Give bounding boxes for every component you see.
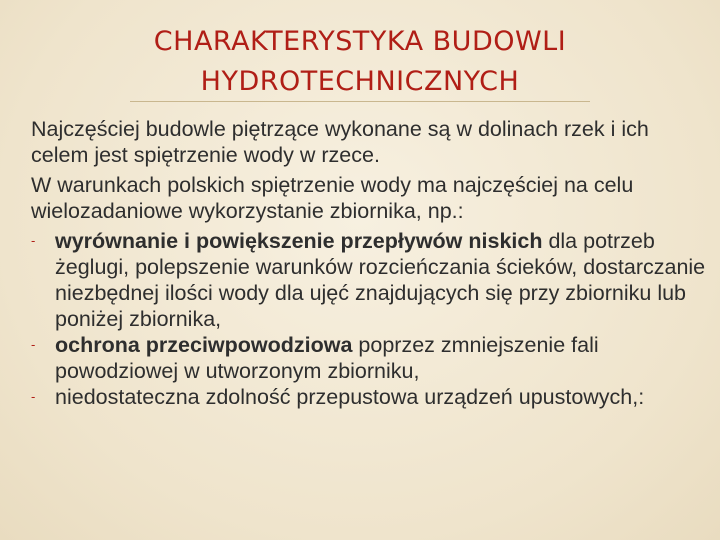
bullet-marker: -	[31, 389, 36, 404]
paragraph-1: Najczęściej budowle piętrzące wykonane są w dolinach rzek i ich celem jest spiętrzenie wody w rzece.	[31, 117, 649, 167]
bullet-2-text: poprzez zmniejszenie fali powodziowej w utworzonym zbiorniku,	[55, 333, 599, 383]
bullet-item-1	[31, 228, 711, 332]
bullet-3-text: niedostateczna zdolność przepustowa urządzeń upustowych,:	[55, 385, 645, 409]
bullet-2-bold: ochrona przeciwpowodziowa	[55, 333, 353, 357]
slide-title-line-2: HYDROTECHNICZNYCH	[200, 66, 520, 97]
slide-title-line-1: CHARAKTERYSTYKA BUDOWLI	[153, 26, 567, 57]
slide-title	[100, 22, 620, 102]
bullet-1-bold: wyrównanie i powiększenie przepływów niskich	[55, 229, 543, 253]
bullet-item-2	[31, 332, 711, 384]
bullet-marker: -	[31, 233, 36, 248]
paragraph-2: W warunkach polskich spiętrzenie wody ma najczęściej na celu wielozadaniowe wykorzystanie zbiornika, np.:	[31, 173, 634, 223]
bullet-marker: -	[31, 337, 36, 352]
bullet-item-3	[31, 384, 711, 410]
slide-body	[31, 116, 711, 410]
title-divider	[130, 101, 590, 102]
bullet-list	[31, 228, 711, 410]
bullet-1-text: dla potrzeb żeglugi, polepszenie warunków rozcieńczania ścieków, dostarczanie niezbędnej ilości wody dla ujęć znajdujących się przy zbiorniku lub poniżej zbiornika,	[55, 229, 706, 331]
